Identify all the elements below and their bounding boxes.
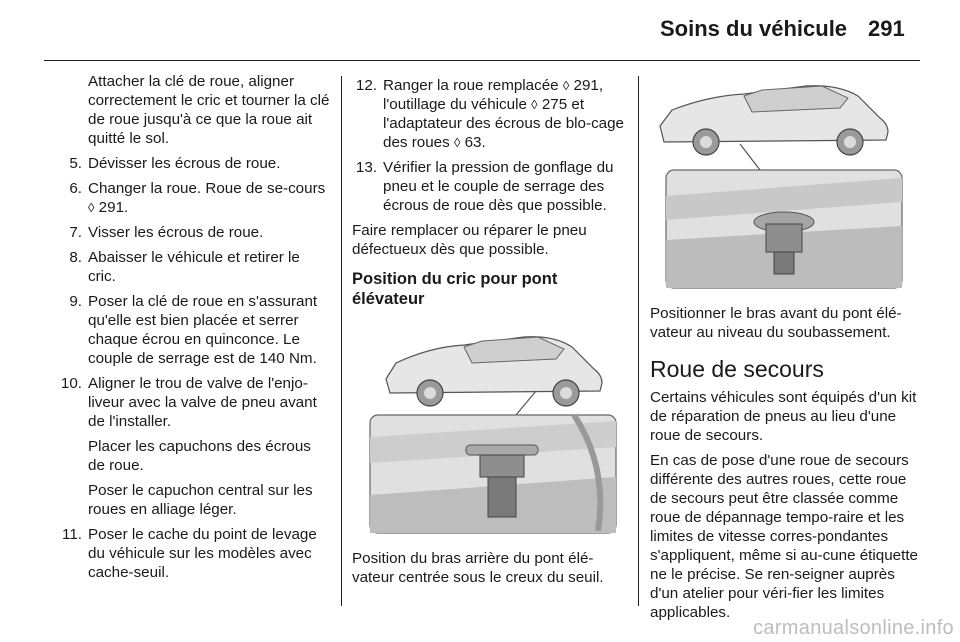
step-number: 7. <box>69 224 82 241</box>
column-divider-1 <box>341 76 342 606</box>
column-3 <box>650 76 922 628</box>
step-body <box>88 374 330 519</box>
step-number: 9. <box>69 293 82 310</box>
step-number: 13. <box>355 159 377 176</box>
section-heading: Position du cric pour pont élévateur <box>352 270 558 308</box>
step-text-part: l'adaptateur des écrous de blo-cage des roues <box>383 115 624 151</box>
paragraph: En cas de pose d'une roue de secours différente des autres roues, cette roue de secours peut être classée comme roue de dépannage tempo-raire et les limites de vitesse corres-pondantes s'appliquent, même si au-cune étiquette ne le précise. Se ren-seigner auprès d'un atelier pour véri-fier les limites applicables. <box>650 452 918 621</box>
page-reference[interactable]: 291. <box>98 199 129 216</box>
page-reference[interactable]: 63. <box>464 134 486 151</box>
page-reference-icon: ◊ <box>453 135 461 150</box>
step-number: 10. <box>60 375 82 392</box>
step-text: Dévisser les écrous de roue. <box>88 155 281 172</box>
step-text-extra: Placer les capuchons des écrous de roue. <box>88 438 311 474</box>
front-lift-arm-illustration <box>650 76 904 290</box>
step-number: 6. <box>69 180 82 197</box>
step-text-part: Ranger la roue remplacée <box>383 77 559 94</box>
step-text <box>383 76 628 152</box>
list-item <box>46 525 330 582</box>
list-item <box>46 179 330 217</box>
step-text-part: Changer la roue. Roue de se-cours <box>88 180 326 197</box>
page-title: Soins du véhicule <box>660 16 848 41</box>
column-2 <box>352 76 628 593</box>
header-rule <box>44 60 920 61</box>
page-reference[interactable]: 275 et <box>541 96 585 113</box>
step-number: 11. <box>62 526 82 543</box>
page-number: 291 <box>868 16 905 41</box>
step-text: Poser le cache du point de levage du véhicule sur les modèles avec cache-seuil. <box>88 526 317 581</box>
page-reference-icon: ◊ <box>88 200 95 215</box>
watermark: carmanualsonline.info <box>753 617 954 639</box>
figure-caption: Positionner le bras avant du pont élé-vateur au niveau du soubassement. <box>650 305 902 341</box>
step-text: Poser la clé de roue en s'assurant qu'elle est bien placée et serrer chaque écrou en quinconce. Le couple de serrage est de 140 Nm. <box>88 293 318 367</box>
list-item <box>352 76 628 152</box>
step-number: 8. <box>69 249 82 266</box>
step-text: Aligner le trou de valve de l'enjo-liveur avec la valve de pneu avant de l'installer. <box>88 375 317 430</box>
list-item <box>46 154 330 173</box>
page-reference-icon: ◊ <box>562 78 570 93</box>
list-item <box>46 248 330 286</box>
column-divider-2 <box>638 76 639 606</box>
step-text-extra: Poser le capuchon central sur les roues en alliage léger. <box>88 482 313 518</box>
step-continuation: Attacher la clé de roue, aligner correctement le cric et tourner la clé de roue jusqu'à ce que la roue ait quitté le sol. <box>88 73 330 147</box>
paragraph: Faire remplacer ou réparer le pneu défectueux dès que possible. <box>352 222 587 258</box>
step-text: Abaisser le véhicule et retirer le cric. <box>88 249 300 285</box>
list-item <box>46 292 330 368</box>
list-item <box>46 374 330 519</box>
step-number: 5. <box>69 155 82 172</box>
step-text <box>88 179 330 217</box>
figure-caption: Position du bras arrière du pont élé-vateur centrée sous le creux du seuil. <box>352 550 604 586</box>
rear-lift-arm-illustration <box>368 317 618 535</box>
section-heading: Roue de secours <box>650 356 824 382</box>
list-item <box>352 158 628 215</box>
column-1 <box>46 72 330 588</box>
step-text: Visser les écrous de roue. <box>88 224 264 241</box>
page-reference-icon: ◊ <box>531 97 538 112</box>
step-text-part: l'outillage du véhicule <box>383 96 527 113</box>
paragraph: Certains véhicules sont équipés d'un kit de réparation de pneus au lieu d'une roue de secours. <box>650 389 917 444</box>
list-item <box>46 223 330 242</box>
page-reference[interactable]: 291, <box>573 77 604 94</box>
step-number: 12. <box>355 77 377 94</box>
step-text: Vérifier la pression de gonflage du pneu et le couple de serrage des écrous de roue dès que possible. <box>383 159 614 214</box>
